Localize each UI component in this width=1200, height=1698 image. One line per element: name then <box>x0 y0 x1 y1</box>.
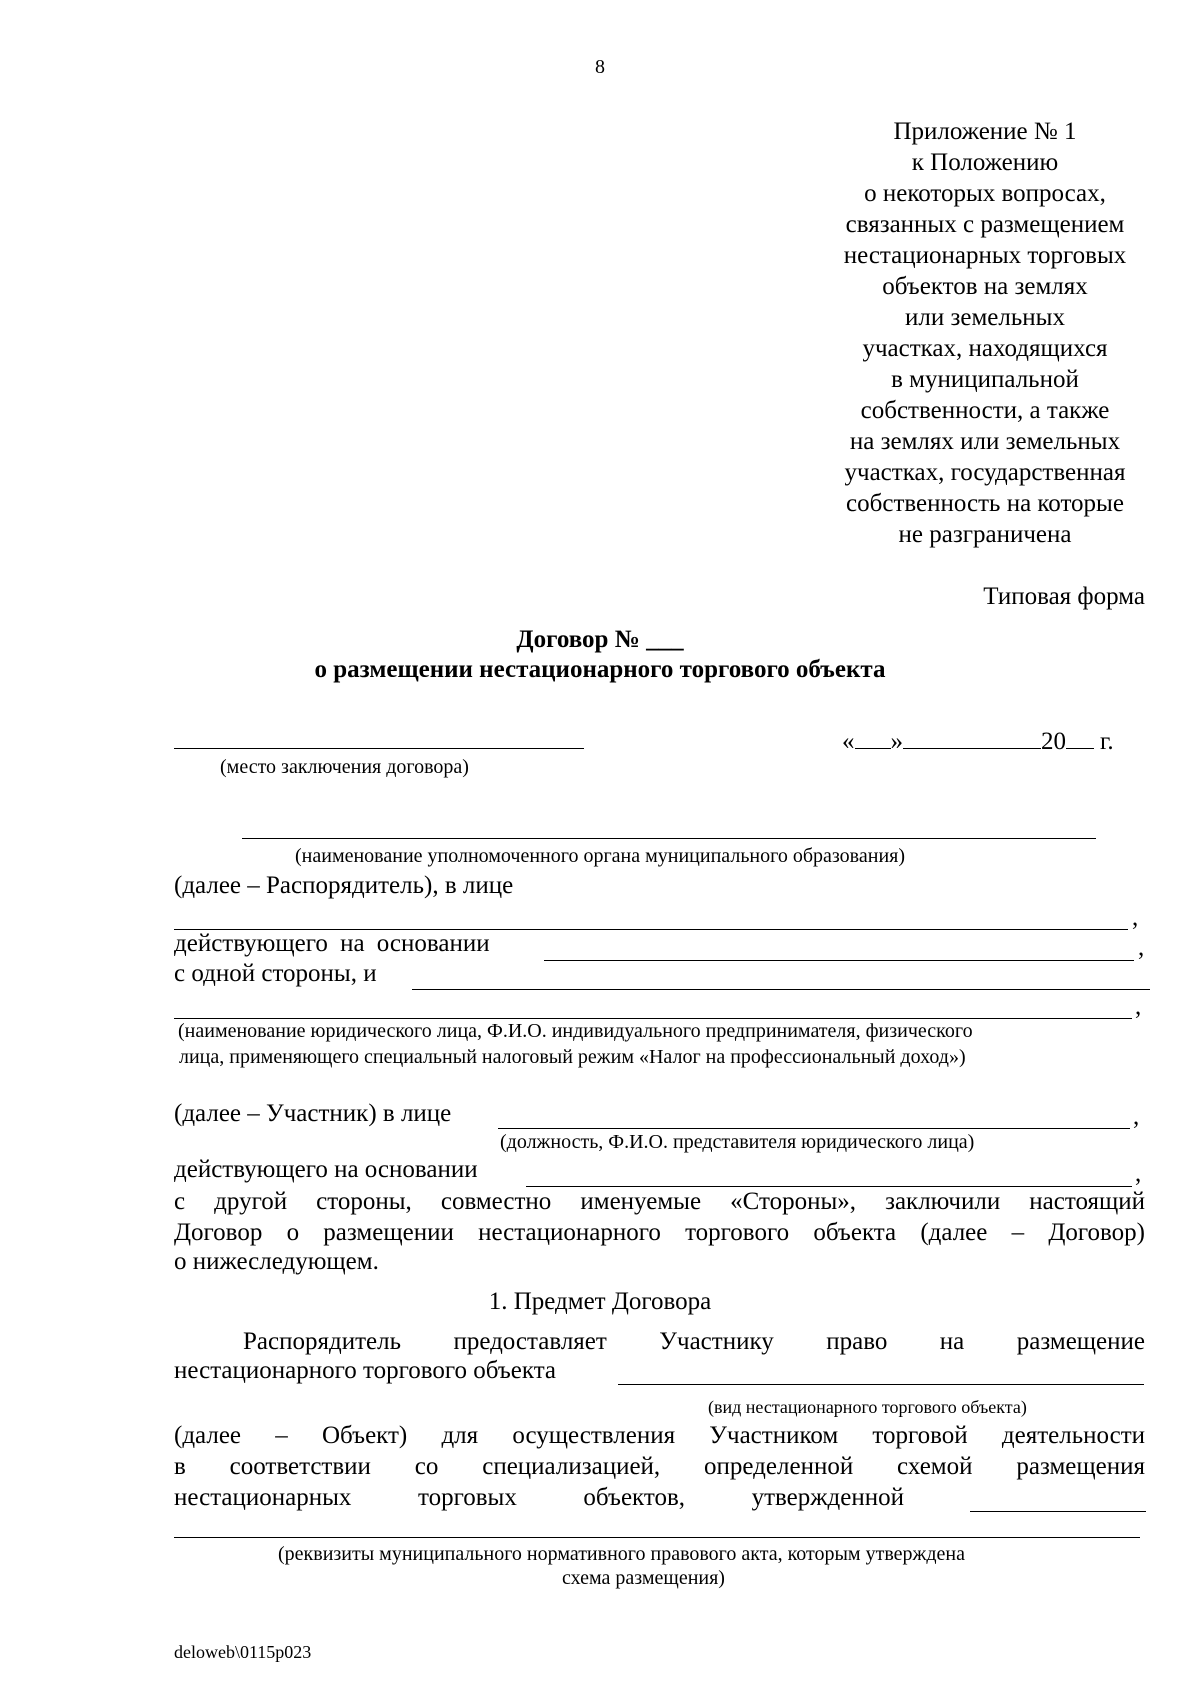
comma: , <box>1135 1160 1142 1187</box>
date-year-prefix: 20 <box>1041 728 1066 755</box>
representative-caption: (должность, Ф.И.О. представителя юридического лица) <box>500 1131 975 1153</box>
appendix-line: Приложение № 1 <box>893 118 1077 145</box>
contract-subtitle: о размещении нестационарного торгового объекта <box>314 656 886 683</box>
date-day-blank <box>855 748 891 749</box>
authority-caption: (наименование уполномоченного органа муниципального образования) <box>295 845 905 867</box>
section-p2-line-2: в соответствии со специализацией, определенной схемой размещения <box>174 1453 1145 1480</box>
appendix-block <box>770 116 1200 550</box>
object-type-line <box>618 1384 1144 1385</box>
participant-text: (далее – Участник) в лице <box>174 1100 452 1127</box>
place-line <box>174 748 584 749</box>
section-heading: 1. Предмет Договора <box>488 1288 712 1315</box>
section-p1-line-2: нестационарного торгового объекта <box>174 1357 557 1384</box>
appendix-line: участках, государственная <box>844 459 1126 486</box>
appendix-line: нестационарных торговых <box>843 242 1127 269</box>
appendix-line: на землях или земельных <box>849 428 1121 455</box>
approval-blank-line <box>970 1511 1146 1512</box>
date-quote-close: » <box>890 728 903 755</box>
appendix-line: к Положению <box>911 149 1059 176</box>
other-side-line-2: Договор о размещении нестационарного торгового объекта (далее – Договор) <box>174 1219 1145 1246</box>
other-side-line-1: с другой стороны, совместно именуемые «Стороны», заключили настоящий <box>174 1188 1145 1215</box>
legal-entity-caption-2: лица, применяющего специальный налоговый режим «Налог на профессиональный доход») <box>179 1046 966 1068</box>
appendix-line: участках, находящихся <box>862 335 1108 362</box>
date-quote-open: « <box>842 728 855 755</box>
standard-form-label: Типовая форма <box>983 583 1145 610</box>
acting-basis-line-1 <box>544 960 1134 961</box>
appendix-line: объектов на землях <box>882 273 1088 300</box>
object-type-caption: (вид нестационарного торгового объекта) <box>708 1397 1027 1417</box>
date-field <box>842 728 1114 756</box>
appendix-line: не разграничена <box>898 521 1072 548</box>
acting-basis-text-2: действующего на основании <box>174 1156 478 1183</box>
requisites-line <box>174 1537 1140 1538</box>
comma: , <box>1133 1103 1140 1130</box>
date-month-blank <box>903 748 1041 749</box>
appendix-line: о некоторых вопросах, <box>864 180 1106 207</box>
section-p2-line-3: нестационарных торговых объектов, утвержденной <box>174 1484 904 1511</box>
authority-line <box>242 838 1096 839</box>
other-side-line-3: о нижеследующем. <box>174 1248 379 1275</box>
one-side-line <box>412 989 1150 990</box>
appendix-line: собственность на которые <box>846 490 1124 517</box>
comma: , <box>1132 904 1139 931</box>
section-p2-line-1: (далее – Объект) для осуществления Участником торговой деятельности <box>174 1422 1145 1449</box>
legal-entity-caption-1: (наименование юридического лица, Ф.И.О. индивидуального предпринимателя, физического <box>178 1020 973 1042</box>
participant-name-line <box>174 1018 1132 1019</box>
acting-basis-text-1: действующего на основании <box>174 930 490 957</box>
appendix-line: в муниципальной <box>891 366 1079 393</box>
comma: , <box>1135 993 1142 1020</box>
manager-text: (далее – Распорядитель), в лице <box>174 872 514 899</box>
contract-title: Договор № ___ <box>516 626 684 653</box>
requisites-caption-1: (реквизиты муниципального нормативного правового акта, которым утверждена <box>278 1543 965 1565</box>
representative-line <box>498 1128 1130 1129</box>
place-caption: (место заключения договора) <box>220 756 469 778</box>
comma: , <box>1138 934 1145 961</box>
one-side-text: с одной стороны, и <box>174 960 377 987</box>
date-year-blank <box>1066 748 1094 749</box>
page-number: 8 <box>595 56 605 78</box>
footer-path: deloweb\0115p023 <box>174 1642 312 1662</box>
date-year-suffix: г. <box>1100 728 1114 755</box>
appendix-line: собственности, а также <box>860 397 1110 424</box>
section-p1-line-1: Распорядитель предоставляет Участнику право на размещение <box>243 1328 1145 1355</box>
appendix-line: связанных с размещением <box>845 211 1125 238</box>
appendix-line: или земельных <box>905 304 1065 331</box>
requisites-caption-2: схема размещения) <box>562 1567 725 1589</box>
